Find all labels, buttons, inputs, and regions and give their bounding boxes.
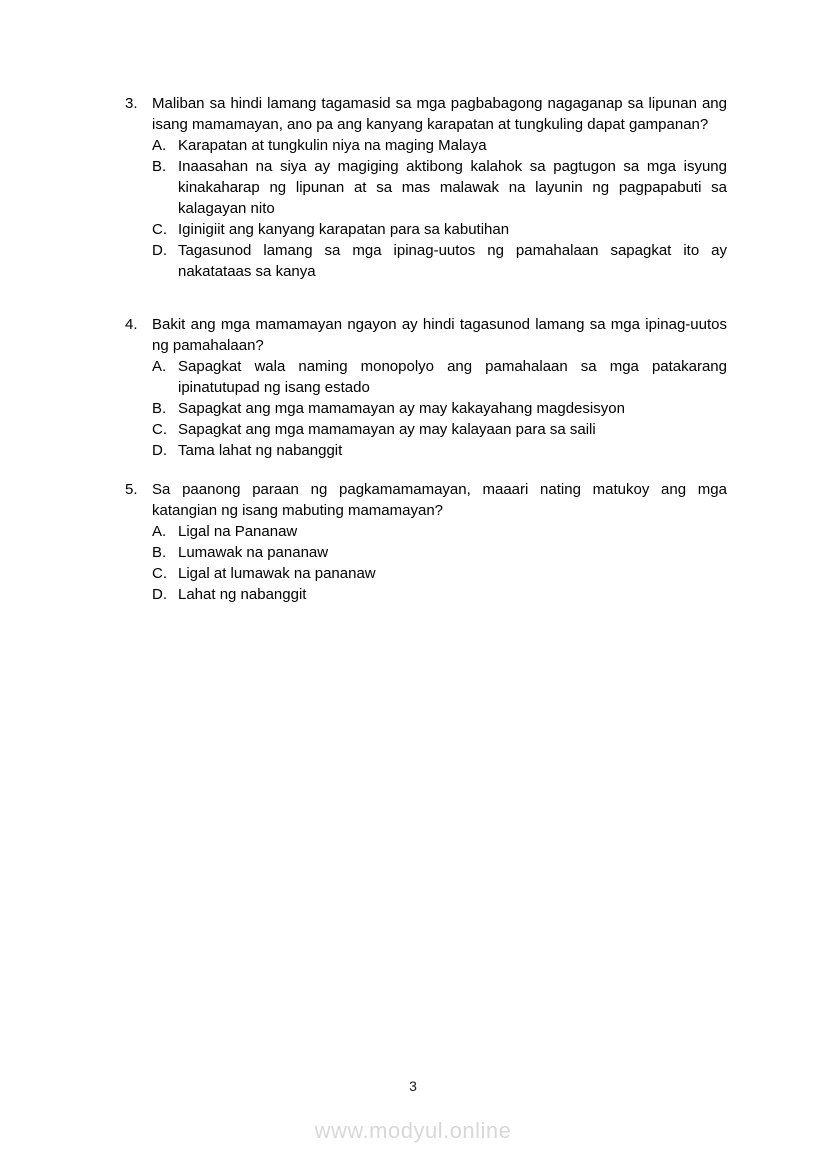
option-letter: D. [152,586,167,603]
option-text: Iginigiit ang kanyang karapatan para sa kabutihan [178,221,510,238]
option-text: Sapagkat wala naming monopolyo ang pamahalaan sa mga patakarang ipinatutupad ng isang estado [178,358,727,396]
option-item [152,156,727,219]
option-item [152,398,727,419]
option-letter: D. [152,242,167,259]
option-list [152,521,727,605]
question-number: 5. [125,481,138,498]
option-letter: A. [152,358,167,375]
question-body [152,479,727,605]
question-number: 3. [125,95,138,112]
option-item [152,419,727,440]
option-item [152,356,727,398]
option-text: Ligal na Pananaw [178,523,298,540]
option-letter: B. [152,158,167,175]
option-letter: C. [152,565,167,582]
option-text: Sapagkat ang mga mamamayan ay may kakayahang magdesisyon [178,400,625,417]
option-letter: C. [152,221,167,238]
option-list [152,135,727,282]
question-body [152,314,727,461]
watermark: www.modyul.online [314,1118,512,1143]
option-letter: B. [152,400,167,417]
option-list [152,356,727,461]
option-text: Lumawak na pananaw [178,544,329,561]
option-text: Sapagkat ang mga mamamayan ay may kalayaan para sa saili [178,421,596,438]
question-item-5 [125,479,727,605]
option-letter: A. [152,137,167,154]
question-item-4 [125,314,727,461]
option-item [152,135,727,156]
option-item [152,542,727,563]
option-text: Tama lahat ng nabanggit [178,442,343,459]
option-item [152,584,727,605]
question-text: Maliban sa hindi lamang tagamasid sa mga pagbabagong nagaganap sa lipunan ang isang mamamayan, ano pa ang kanyang karapatan at tungkuling dapat gampanan? [152,95,727,133]
question-body [152,93,727,282]
question-text: Bakit ang mga mamamayan ngayon ay hindi tagasunod lamang sa mga ipinag-uutos ng pamahalaan? [152,316,727,354]
option-text: Inaasahan na siya ay magiging aktibong kalahok sa pagtugon sa mga isyung kinakaharap ng lipunan at sa mas malawak na layunin ng pagpapabuti sa kalagayan nito [178,158,727,217]
question-item-3 [125,93,727,282]
option-text: Tagasunod lamang sa mga ipinag-uutos ng pamahalaan sapagkat ito ay nakatataas sa kanya [178,242,727,280]
question-text: Sa paanong paraan ng pagkamamamayan, maaari nating matukoy ang mga katangian ng isang mabuting mamamayan? [152,481,727,519]
question-list [125,93,727,605]
option-text: Ligal at lumawak na pananaw [178,565,376,582]
option-letter: A. [152,523,167,540]
option-item [152,440,727,461]
option-item [152,219,727,240]
option-text: Karapatan at tungkulin niya na maging Malaya [178,137,487,154]
option-item [152,521,727,542]
question-number: 4. [125,316,138,333]
option-item [152,240,727,282]
option-letter: B. [152,544,167,561]
option-text: Lahat ng nabanggit [178,586,307,603]
option-letter: C. [152,421,167,438]
page-number: 3 [409,1078,417,1094]
option-item [152,563,727,584]
option-letter: D. [152,442,167,459]
